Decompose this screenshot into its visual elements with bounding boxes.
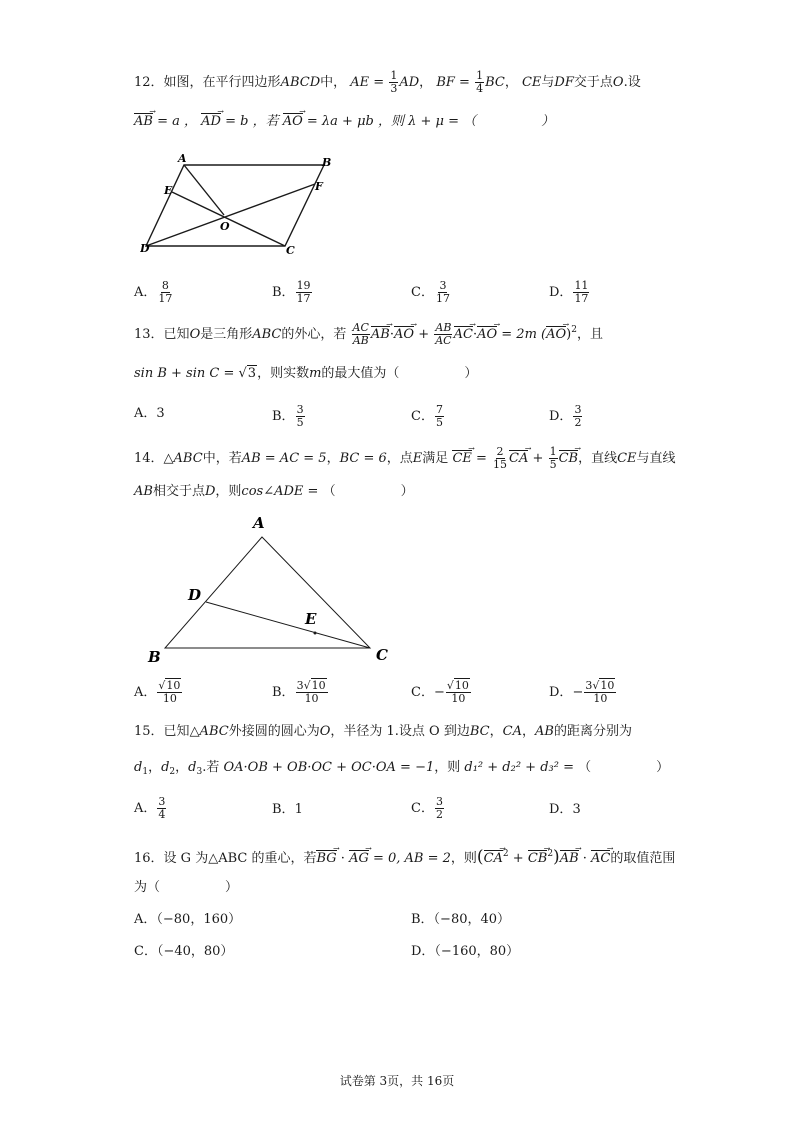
q16-option-c[interactable]: C．（−40，80）	[134, 944, 234, 959]
q12-option-b[interactable]: B． $\frac{19}{17}$	[272, 279, 311, 305]
label-b: B	[322, 156, 332, 169]
q14-option-b[interactable]: B． $\frac{3√10}{10}$	[272, 679, 326, 705]
label-f: F	[315, 180, 323, 193]
q16-line1: 16．设 G 为△ABC 的重心，若BG → · AG → = 0, AB = 2，则(CA →$^2$ + CB →$^2$)AB → · AC →的取值范围	[134, 844, 675, 869]
label-e: E	[164, 184, 173, 197]
q15-option-b[interactable]: B．1	[272, 802, 303, 817]
q13-option-b[interactable]: B． $\frac{3}{5}$	[272, 403, 304, 429]
q14-number: 14．	[134, 451, 164, 466]
segment-dc	[206, 602, 370, 648]
q16-option-d[interactable]: D．（−160，80）	[411, 944, 520, 959]
q16-number: 16．	[134, 851, 164, 866]
point-e	[314, 632, 317, 635]
q12-number: 12．	[134, 75, 164, 90]
q13-line2: sin B + sin C = √3，则实数m的最大值为（ ）	[134, 366, 478, 381]
q15-number: 15．	[134, 724, 164, 739]
vector-ab: AB →	[134, 113, 153, 129]
segment-ce	[172, 192, 285, 246]
label-d: D	[140, 242, 150, 255]
q14-line1: 14．△ABC中，若AB = AC = 5，BC = 6，点E满足 CE → = $\frac{2}{15}$ CA → + $\frac{1}{5}$ CB →，直线CE与直线	[134, 446, 676, 471]
q12-line2: AB → = a ， AD → = b ，若 AO → = λa + μb ，则 λ + μ = （ ）	[134, 112, 554, 132]
q15-option-c[interactable]: C． $\frac{3}{2}$	[411, 795, 443, 821]
q13-option-d[interactable]: D． $\frac{3}{2}$	[549, 403, 582, 429]
fraction-one-quarter: $\frac{1}{4}$	[476, 69, 484, 95]
vector-dot-equation: OA·OB + OB·OC + OC·OA = −1	[223, 760, 435, 775]
label-a: A	[178, 152, 187, 165]
fraction-one-third: $\frac{1}{3}$	[390, 69, 398, 95]
q16-option-a[interactable]: A．（−80，160）	[134, 912, 242, 927]
q12-option-a[interactable]: A． $\frac{8}{17}$	[134, 279, 173, 305]
label-c: C	[286, 244, 295, 257]
q14-option-d[interactable]: D．− $\frac{3√10}{10}$	[549, 679, 615, 705]
vector-ad: AD →	[201, 113, 221, 129]
q16-line2: 为（ ）	[134, 880, 239, 895]
label-o: O	[220, 220, 230, 233]
triangle-figure	[140, 510, 400, 670]
q16-option-b[interactable]: B．（−80，40）	[411, 912, 511, 927]
q13-option-c[interactable]: C． $\frac{7}{5}$	[411, 403, 443, 429]
label-d: D	[188, 586, 202, 604]
q15-line1: 15．已知△ABC外接圆的圆心为O，半径为 1.设点 O 到边BC，CA，AB的距离分别为	[134, 724, 632, 739]
parallelogram-abcd	[146, 165, 324, 246]
vector-ao: AO →	[283, 113, 303, 129]
q15-line2: $d_1$，$d_2$，$d_3$.若 OA·OB + OB·OC + OC·OA = −1，则 d₁² + d₂² + d₃² = （ ）	[134, 760, 670, 777]
q13-line1: 13．已知O是三角形ABC的外心，若 $\frac{AC}{AB}$ AB →·AO → + $\frac{AB}{AC}$ AC →·AO → = 2m (AO →)$^2$，且	[134, 320, 603, 347]
q12-option-d[interactable]: D． $\frac{11}{17}$	[549, 279, 589, 305]
q14-line2: AB相交于点D，则cos∠ADE = （ ）	[134, 484, 414, 499]
label-b: B	[148, 648, 161, 666]
q12-option-c[interactable]: C． $\frac{3}{17}$	[411, 279, 450, 305]
q12-line1: 12．如图，在平行四边形ABCD中， AE = $\frac{1}{3}$ AD， BF = $\frac{1}{4}$ BC， CE与DF交于点O.设	[134, 69, 641, 95]
q13-option-a[interactable]: A．3	[134, 406, 165, 421]
parallelogram-figure	[140, 152, 340, 257]
q15-option-d[interactable]: D．3	[549, 802, 581, 817]
label-a: A	[253, 514, 265, 532]
q14-option-c[interactable]: C．− $\frac{√10}{10}$	[411, 679, 469, 705]
label-c: C	[376, 646, 388, 664]
label-e: E	[305, 610, 317, 628]
page-footer: 试卷第 3页，共 16页	[339, 1074, 455, 1088]
q15-option-a[interactable]: A． $\frac{3}{4}$	[134, 795, 166, 821]
q13-number: 13．	[134, 327, 164, 342]
q14-option-a[interactable]: A． $\frac{√10}{10}$	[134, 679, 181, 705]
